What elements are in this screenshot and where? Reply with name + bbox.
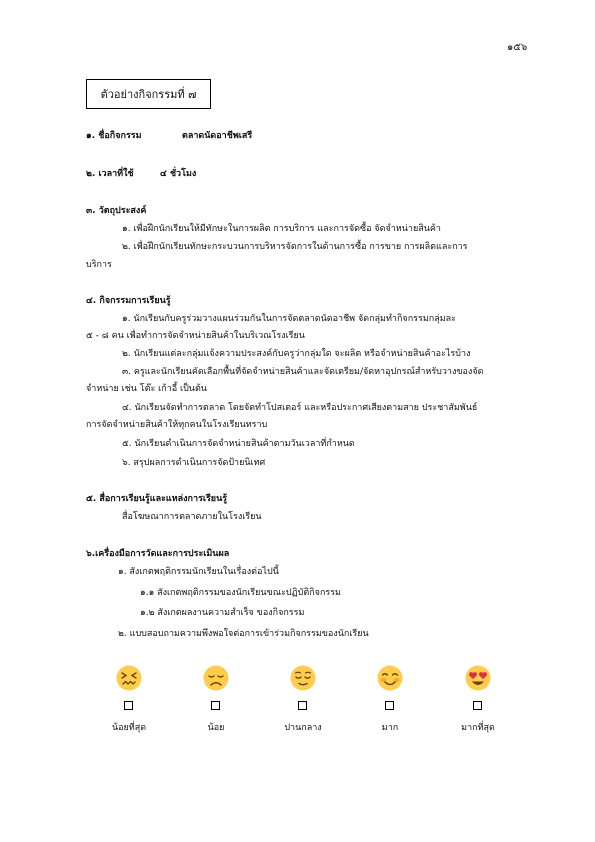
learning-media-heading: ๕. สื่อการเรียนรู้และแหล่งการเรียนรู้	[86, 494, 228, 504]
activity-name-value: ตลาดนัดอาชีพเสรี	[182, 131, 253, 141]
activity-step: ๒. นักเรียนแต่ละกลุ่มแจ้งความประสงค์กับครูว่ากลุ่มใด จะผลิต หรือจำหน่ายสินค้าอะไรบ้าง	[122, 349, 471, 359]
rating-label-least: น้อยที่สุด	[111, 723, 147, 733]
activity-step: ๑. นักเรียนกับครูร่วมวางแผนร่วมกันในการจัดตลาดนัดอาชีพ จัดกลุ่มทำกิจกรรมกลุ่มละ	[122, 314, 456, 324]
evaluation-item: ๑. สังเกตพฤติกรรมนักเรียนในเรื่องต่อไปนี้	[118, 567, 279, 577]
rating-checkbox-least[interactable]	[124, 701, 133, 710]
rating-label-moderate: ปานกลาง	[284, 723, 322, 733]
objectives-heading: ๓. วัตถุประสงค์	[86, 206, 147, 216]
objective-item-continued: บริการ	[86, 260, 112, 270]
activity-step: ๔. นักเรียนจัดทำการตลาด โดยจัดทำโปสเตอร์ และหรือประกาศเสียงตามสาย ประชาสัมพันธ์	[122, 403, 478, 413]
activity-title-box	[86, 79, 211, 109]
disappointed-face-icon	[203, 665, 229, 691]
rating-checkbox-moderate[interactable]	[298, 701, 307, 710]
evaluation-subitem: ๑.๑ สังเกตพฤติกรรมของนักเรียนขณะปฏิบัติกิจกรรม	[140, 588, 341, 598]
objective-item: ๒. เพื่อฝึกนักเรียนทักษะกระบวนการบริหารจัดการในด้านการซื้อ การขาย การผลิตและการ	[122, 242, 468, 252]
rating-checkbox-much[interactable]	[385, 701, 394, 710]
activity-title: ตัวอย่างกิจกรรมที่ ๗	[100, 88, 197, 101]
learning-media-item: สื่อโฆษณาการตลาดภายในโรงเรียน	[122, 512, 262, 522]
relieved-face-icon	[290, 665, 316, 691]
rating-label-little: น้อย	[207, 723, 225, 733]
time-used-value: ๔ ชั่วโมง	[160, 169, 197, 179]
heart-eyes-face-icon	[465, 665, 491, 691]
objective-item: ๑. เพื่อฝึกนักเรียนให้มีทักษะในการผลิต การบริการ และการจัดซื้อ จัดจำหน่ายสินค้า	[122, 224, 441, 234]
evaluation-heading: ๖.เครื่องมือการวัดและการประเมินผล	[86, 549, 230, 559]
smiling-face-icon	[377, 665, 403, 691]
evaluation-subitem: ๑.๒ สังเกตผลงานความสำเร็จ ของกิจกรรม	[140, 608, 305, 618]
activity-name-label: ๑. ชื่อกิจกรรม	[86, 131, 142, 141]
confounded-face-icon	[116, 665, 142, 691]
rating-label-most: มากที่สุด	[461, 723, 495, 733]
rating-label-much: มาก	[381, 723, 399, 733]
learning-activities-heading: ๔. กิจกรรมการเรียนรู้	[86, 296, 171, 306]
activity-step-continued: ๕ - ๘ คน เพื่อทำการจัดจำหน่ายสินค้าในบริเวณโรงเรียน	[86, 331, 305, 341]
activity-step: ๓. ครูและนักเรียนคัดเลือกพื้นที่จัดจำหน่ายสินค้าและจัดเตรียม/จัดหาอุปกรณ์สำหรับวางของจัด	[122, 367, 484, 377]
evaluation-item: ๒. แบบสอบถามความพึงพอใจต่อการเข้าร่วมกิจกรรมของนักเรียน	[118, 629, 369, 639]
activity-step: ๖. สรุปผลการดำเนินการจัดป้ายนิเทศ	[122, 458, 266, 468]
activity-step: ๕. นักเรียนดำเนินการจัดจำหน่ายสินค้าตามวันเวลาที่กำหนด	[122, 439, 355, 449]
activity-step-continued: การจัดจำหน่ายสินค้าให้ทุกคนในโรงเรียนทราบ	[86, 420, 268, 430]
time-used-label: ๒. เวลาที่ใช้	[86, 169, 134, 179]
rating-checkbox-most[interactable]	[473, 701, 482, 710]
rating-checkbox-little[interactable]	[211, 701, 220, 710]
page-number: ๑๕๖	[507, 42, 528, 53]
activity-step-continued: จำหน่าย เช่น โต๊ะ เก้าอี้ เป็นต้น	[86, 384, 207, 394]
